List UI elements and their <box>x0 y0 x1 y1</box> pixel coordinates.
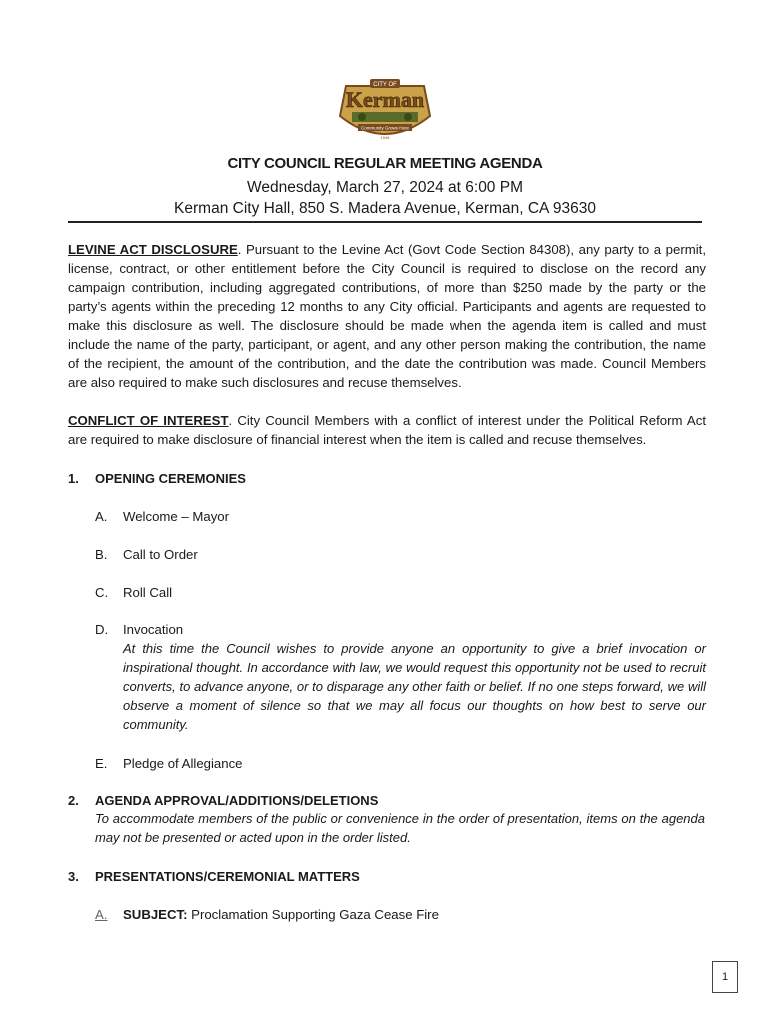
item-letter: D. <box>95 622 109 637</box>
svg-text:Community Grows Here: Community Grows Here <box>360 125 410 131</box>
invocation-note: At this time the Council wishes to provide anyone an opportunity to give a brief invocation or inspirational thought. In accordance with law, we would request this opportunity not be used to recruit converts, to advance anyone, or to disparage any other faith or belief. If no one steps forward, we will observe a moment of silence so that we may all focus our thoughts on how best to serve our community. <box>123 641 706 732</box>
item-welcome: Welcome – Mayor <box>123 509 230 524</box>
subject-text: Proclamation Supporting Gaza Cease Fire <box>191 907 439 922</box>
item-roll-call: Roll Call <box>123 585 173 600</box>
item-call-to-order: Call to Order <box>123 547 198 562</box>
conflict-label: CONFLICT OF INTEREST <box>68 413 229 428</box>
page-number: 1 <box>712 961 738 993</box>
subject-label: SUBJECT: <box>123 907 188 922</box>
conflict-of-interest <box>68 411 706 449</box>
presentation-subject <box>123 907 439 922</box>
section-number: 2. <box>68 793 79 808</box>
item-letter: B. <box>95 547 108 562</box>
city-of-kerman-logo <box>326 76 444 148</box>
header-divider <box>68 221 702 223</box>
svg-text:1946: 1946 <box>380 135 390 140</box>
item-letter: A. <box>95 509 108 524</box>
section-title-opening-ceremonies: OPENING CEREMONIES <box>95 471 246 486</box>
item-pledge: Pledge of Allegiance <box>123 756 243 771</box>
section-number: 3. <box>68 869 79 884</box>
item-letter: E. <box>95 756 108 771</box>
agenda-approval-note: To accommodate members of the public or convenience in the order of presentation, items on the agenda may not be presented or acted upon in the order listed. <box>95 811 705 845</box>
section-title-agenda-approval: AGENDA APPROVAL/ADDITIONS/DELETIONS <box>95 793 379 808</box>
section-number: 1. <box>68 471 79 486</box>
agenda-title: CITY COUNCIL REGULAR MEETING AGENDA <box>227 155 543 172</box>
section-title-presentations: PRESENTATIONS/CEREMONIAL MATTERS <box>95 869 360 884</box>
svg-text:CITY OF: CITY OF <box>373 82 397 88</box>
levine-act-disclosure <box>68 240 706 392</box>
levine-act-label: LEVINE ACT DISCLOSURE <box>68 242 238 257</box>
item-letter: C. <box>95 585 109 600</box>
item-invocation: Invocation <box>123 622 184 637</box>
meeting-date: Wednesday, March 27, 2024 at 6:00 PM <box>246 179 523 196</box>
meeting-location: Kerman City Hall, 850 S. Madera Avenue, Kerman, CA 93630 <box>174 200 596 217</box>
levine-act-text: . Pursuant to the Levine Act (Govt Code Section 84308), any party to a permit, license, contract, or other entitlement before the City Council is required to disclose on the record any campaign contribution, including aggregated contributions, of more than $250 made by the party or the party’s agents within the preceding 12 months to any City official. Participants and agents are requested to make this disclosure as well. The disclosure should be made when the agenda item is called and must include the name of the party, participant, or agent, and any other person making the contribution, the name of the recipient, the amount of the contribution, and the date the contribution was made. Council Members are also required to make such disclosures and recuse themselves. <box>68 242 706 390</box>
conflict-text: . City Council Members with a conflict of interest under the Political Reform Act are required to make disclosure of financial interest when the item is called and recuse themselves. <box>68 413 706 447</box>
svg-text:Kerman: Kerman <box>345 87 425 112</box>
item-letter-link[interactable]: A. <box>95 907 108 922</box>
